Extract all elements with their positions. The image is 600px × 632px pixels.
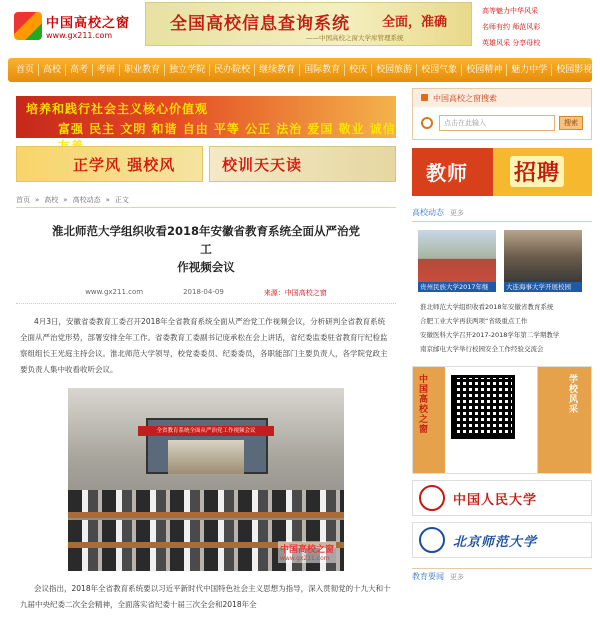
nav-item[interactable]: 校园影视 — [556, 65, 593, 75]
audience-row — [68, 490, 344, 514]
banner-slogan: 全面，准确 — [382, 15, 448, 30]
source-name[interactable]: 中国高校之窗 — [284, 289, 327, 297]
university-name: 北京师范大学 — [453, 534, 538, 550]
university-banner[interactable] — [412, 522, 592, 558]
nav-item[interactable]: 校园气象 — [417, 64, 462, 76]
thumb-caption: 大连海事大学开展校园 — [504, 282, 582, 292]
top-links — [482, 3, 592, 51]
nav-item[interactable]: 国际教育 — [300, 64, 345, 76]
breadcrumb: 首页 » 高校 » 高校动态 » 正文 — [16, 192, 396, 208]
photo-speaker — [168, 440, 244, 474]
banner-subtitle: ——中国高校之窗大学库管理系统 — [306, 34, 404, 42]
logo-url: www.gx211.com — [46, 31, 113, 40]
article-photo — [68, 388, 344, 571]
university-banner[interactable] — [412, 480, 592, 516]
search-input[interactable]: 点击在此输入 — [439, 115, 555, 131]
university-seal-icon — [419, 485, 445, 511]
sidebar — [412, 88, 592, 584]
banner-title: 全国高校信息查询系统 — [170, 14, 350, 34]
news-item[interactable]: 淮北师范大学组织收看2018年安徽省教育系统 — [420, 303, 554, 311]
qr-code — [451, 375, 515, 439]
breadcrumb-item[interactable]: 高校 — [44, 195, 59, 204]
motto-text: 校训天天读 — [222, 156, 303, 174]
nav-item[interactable]: 考研 — [93, 64, 120, 76]
teacher-recruit-banner[interactable] — [412, 148, 592, 196]
article-date: 2018-04-09 — [183, 288, 224, 296]
header-banner[interactable] — [145, 2, 472, 46]
nav-item[interactable]: 高考 — [66, 64, 93, 76]
top-link[interactable]: 高等魅力中华风采 — [482, 7, 538, 15]
news-item[interactable]: 南京邮电大学举行校园安全工作经验交流会 — [420, 345, 544, 353]
logo-title: 中国高校之窗 — [46, 16, 131, 31]
main-column — [8, 88, 404, 613]
search-icon — [421, 117, 433, 129]
site-logo[interactable] — [0, 2, 140, 50]
watermark-logo — [278, 541, 336, 563]
photo-banner — [138, 426, 274, 436]
news-title: 高校动态 — [412, 208, 444, 217]
thumb-caption: 贵州民族大学2017年继 — [418, 282, 496, 292]
news-item[interactable]: 安徽医科大学召开2017-2018学年第二学期教学 — [420, 331, 560, 339]
main-nav — [8, 58, 592, 82]
article-title — [48, 222, 364, 276]
motto-banner[interactable] — [209, 146, 396, 182]
nav-item[interactable]: 魅力中学 — [507, 64, 552, 76]
values-banner[interactable] — [16, 96, 396, 138]
article-title-line: 作视频会议 — [177, 260, 235, 274]
teacher-text: 教师 — [426, 161, 468, 185]
nav-item[interactable]: 校园旅游 — [372, 64, 417, 76]
watermark-url: www.gx211.com — [279, 555, 330, 562]
search-box — [412, 88, 592, 140]
nav-item[interactable]: 职业教育 — [120, 64, 165, 76]
top-link[interactable]: 英雄风采 分享母校 — [482, 39, 541, 47]
qr-left-text: 中国高校之窗 — [419, 375, 429, 435]
news-thumb[interactable] — [418, 230, 496, 292]
photo-banner-text: 全省教育系统全面从严治党工作视频会议 — [156, 428, 256, 434]
values-banner-line2: 富强 民主 文明 和谐 自由 平等 公正 法治 爱国 敬业 诚信 — [58, 122, 396, 136]
recruit-text: 招聘 — [510, 156, 564, 187]
edu-news-header — [412, 568, 592, 584]
article-paragraph: 4月3日，安徽省委教育工委召开2018年全省教育系统全面从严治党工作视频会议，分析研判全省教育系统全面从严治党形势，部署安排全年工作。省委教育工委副书记庞承松在会上讲话，省纪委监委驻省教育厅纪检监察组组长王光庭主持会议。淮北师范大学领导，校党委委员、纪委委员，各职能部门主要负责人，各学院党政主要负责人集中收看收听会议。 — [20, 317, 388, 374]
news-list — [412, 300, 592, 356]
article-source — [264, 288, 327, 303]
study-style-banner[interactable] — [16, 146, 203, 182]
top-link[interactable]: 名师有约 师范风彩 — [482, 23, 541, 31]
article-meta — [16, 288, 396, 304]
breadcrumb-item[interactable]: 首页 — [16, 195, 30, 204]
news-item[interactable]: 合肥工业大学再获两项“省级重点工作 — [420, 317, 528, 325]
header — [0, 0, 600, 52]
article-paragraph: 会议指出，2018年全省教育系统要以习近平新时代中国特色社会主义思想为指导，深入贯彻党的十九大和十九届中央纪委二次全会精神，全面落实省纪委十届三次全会和2018年全 — [20, 584, 391, 609]
search-button[interactable]: 搜索 — [559, 116, 583, 130]
search-title: 中国高校之窗搜索 — [413, 89, 591, 107]
logo-icon — [14, 12, 42, 40]
nav-item[interactable]: 高校 — [39, 64, 66, 76]
desk — [68, 512, 344, 518]
breadcrumb-item[interactable]: 高校动态 — [72, 195, 101, 204]
nav-item[interactable]: 校园精神 — [462, 64, 507, 76]
edu-news-title: 教育要闻 — [412, 572, 444, 581]
more-link[interactable]: 更多 — [450, 572, 464, 581]
news-thumb[interactable] — [504, 230, 582, 292]
qr-promo[interactable] — [412, 366, 592, 474]
source-label: 来源： — [263, 289, 285, 297]
nav-item[interactable]: 首页 — [12, 64, 39, 76]
breadcrumb-item: 正文 — [114, 195, 129, 204]
nav-item[interactable]: 继续教育 — [255, 64, 300, 76]
values-banner-line1: 培养和践行社会主义核心价值观 — [26, 102, 209, 116]
nav-item[interactable]: 独立学院 — [165, 64, 210, 76]
thumb-image — [504, 230, 582, 282]
university-seal-icon — [419, 527, 445, 553]
article-site: www.gx211.com — [85, 288, 144, 296]
nav-item[interactable]: 民办院校 — [210, 64, 255, 76]
thumb-image — [418, 230, 496, 282]
article-title-line: 淮北师范大学组织收看2018年安徽省教育系统全面从严治党工 — [51, 224, 360, 256]
qr-right-text: 学校风采 — [569, 375, 579, 415]
more-link[interactable]: 更多 — [450, 208, 464, 217]
university-name: 中国人民大学 — [453, 492, 538, 508]
nav-item[interactable]: 校庆 — [345, 64, 372, 76]
news-header — [412, 204, 592, 222]
study-style-text: 正学风 强校风 — [73, 156, 176, 174]
watermark-text: 中国高校之窗 — [279, 545, 334, 555]
